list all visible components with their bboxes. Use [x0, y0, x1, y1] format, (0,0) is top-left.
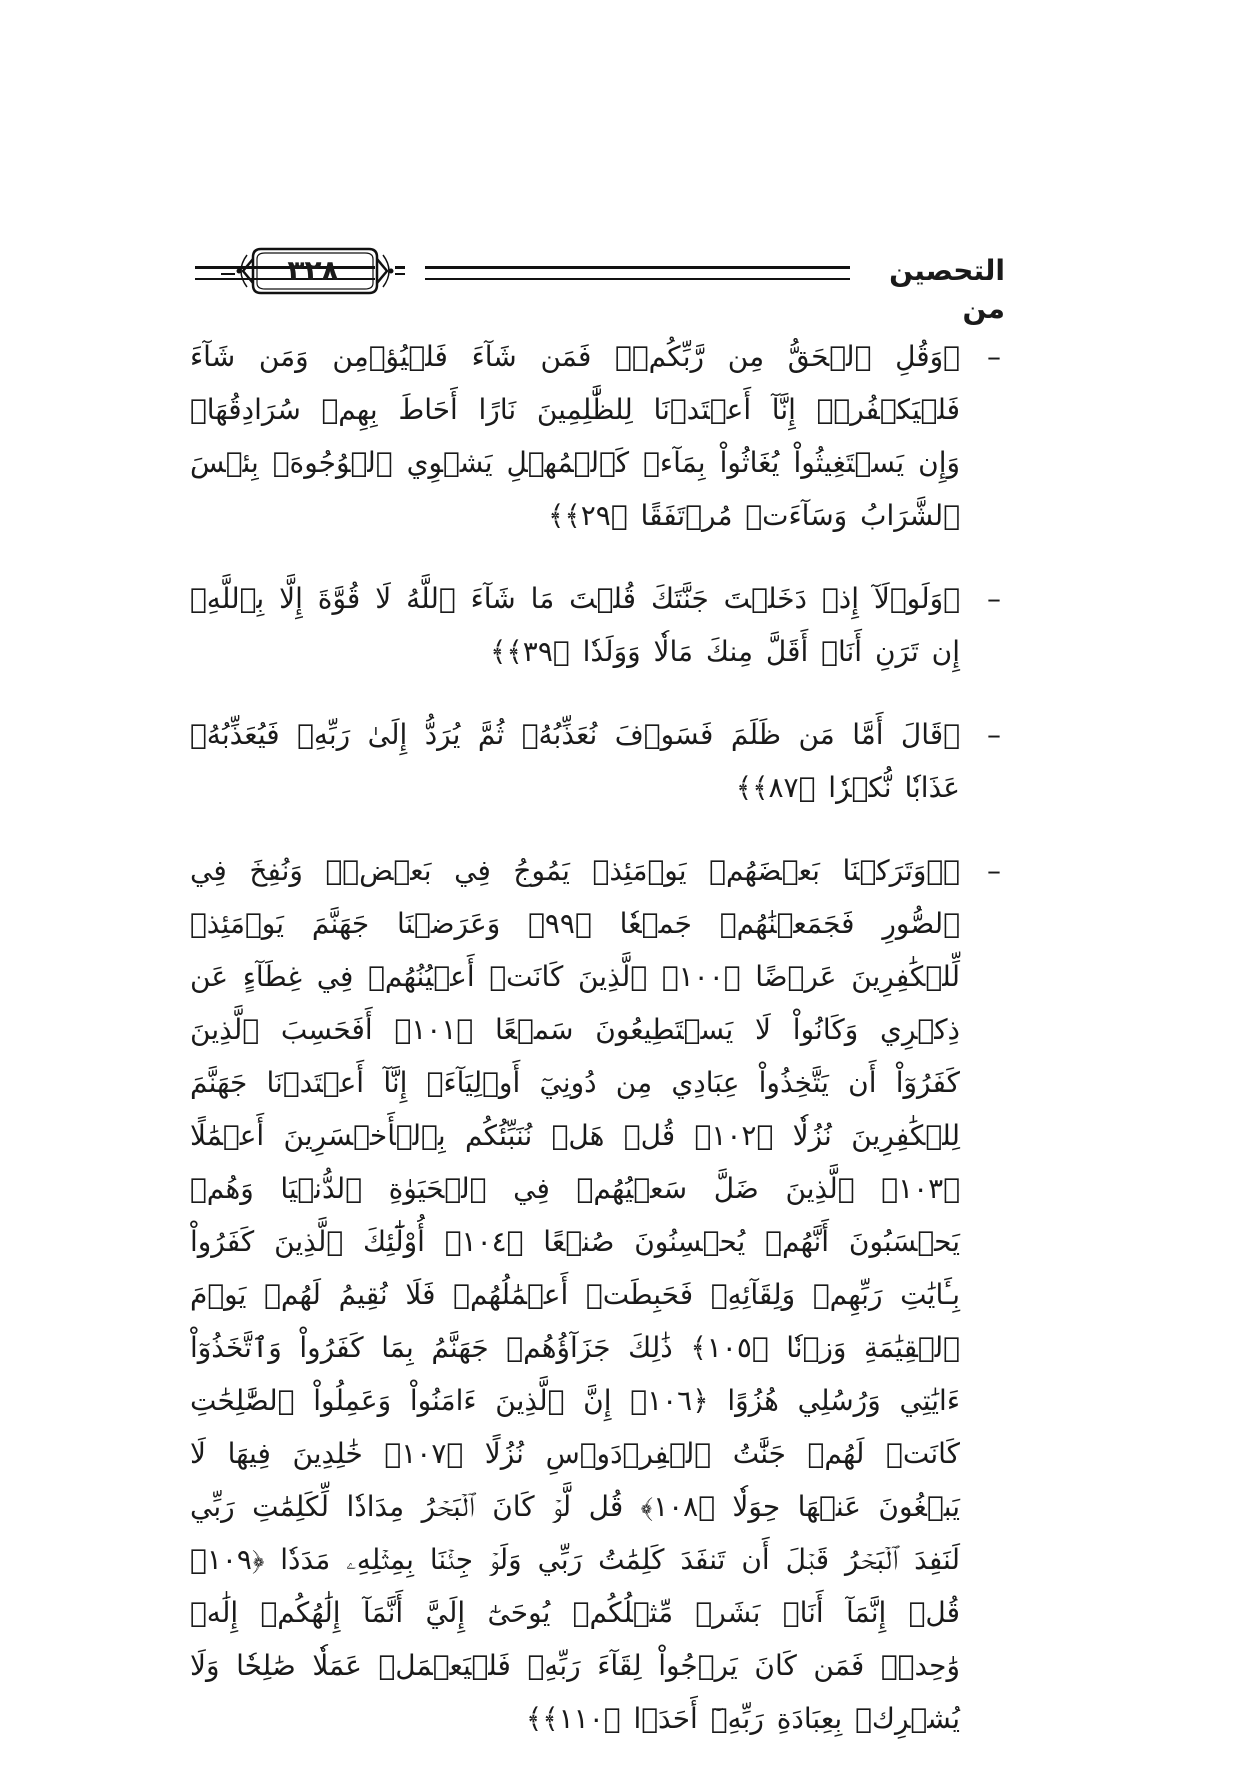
- verse-text: ﴿۞وَتَرَكۡنَا بَعۡضَهُمۡ يَوۡمَئِذٖ يَمُوجُ فِي بَعۡضٖۖ وَنُفِخَ فِي ٱلصُّورِ فَجَمَعۡنَٰهُمۡ جَمۡعٗا ﴿٩٩﴾ وَعَرَضۡنَا جَهَنَّمَ يَوۡمَئِذٖ لِّلۡكَٰفِرِينَ عَرۡضًا ﴿١٠٠﴾ ٱلَّذِينَ كَانَتۡ أَعۡيُنُهُمۡ فِي غِطَآءٍ عَن ذِكۡرِي وَكَانُواْ لَا يَسۡتَطِيعُونَ سَمۡعًا ﴿١٠١﴾ أَفَحَسِبَ ٱلَّذِينَ كَفَرُوٓاْ أَن يَتَّخِذُواْ عِبَادِي مِن دُونِيٓ أَوۡلِيَآءَۚ إِنَّآ أَعۡتَدۡنَا جَهَنَّمَ لِلۡكَٰفِرِينَ نُزُلٗا ﴿١٠٢﴾ قُلۡ هَلۡ نُنَبِّئُكُم بِٱلۡأَخۡسَرِينَ أَعۡمَٰلًا ﴿١٠٣﴾ ٱلَّذِينَ ضَلَّ سَعۡيُهُمۡ فِي ٱلۡحَيَوٰةِ ٱلدُّنۡيَا وَهُمۡ يَحۡسَبُونَ أَنَّهُمۡ يُحۡسِنُونَ صُنۡعًا ﴿١٠٤﴾ أُوْلَٰٓئِكَ ٱلَّذِينَ كَفَرُواْ بِـَٔايَٰتِ رَبِّهِمۡ وَلِقَآئِهِۦ فَحَبِطَتۡ أَعۡمَٰلُهُمۡ فَلَا نُقِيمُ لَهُمۡ يَوۡمَ ٱلۡقِيَٰمَةِ وَزۡنٗا ﴿١٠٥﴾ ذَٰلِكَ جَزَآؤُهُمۡ جَهَنَّمُ بِمَا كَفَرُواْ وَٱتَّخَذُوٓاْ ءَايَٰتِي وَرُسُلِي هُزُوًا ﴿١٠٦﴾ إِنَّ ٱلَّذِينَ ءَامَنُواْ وَعَمِلُواْ ٱلصَّٰلِحَٰتِ كَانَتۡ لَهُمۡ جَنَّٰتُ ٱلۡفِرۡدَوۡسِ نُزُلًا ﴿١٠٧﴾ خَٰلِدِينَ فِيهَا لَا يَبۡغُونَ عَنۡهَا حِوَلٗا ﴿١٠٨﴾ قُل لَّوۡ كَانَ ٱلۡبَحۡرُ مِدَادٗا لِّكَلِمَٰتِ رَبِّي لَنَفِدَ ٱلۡبَحۡرُ قَبۡلَ أَن تَنفَدَ كَلِمَٰتُ رَبِّي وَلَوۡ جِئۡنَا بِمِثۡلِهِۦ مَدَدٗا ﴿١٠٩﴾ قُلۡ إِنَّمَآ أَنَا۠ بَشَرٞ مِّثۡلُكُمۡ يُوحَىٰٓ إِلَيَّ أَنَّمَآ إِلَٰهُكُمۡ إِلَٰهٞ وَٰحِدٞۖ فَمَن كَانَ يَرۡجُواْ لِقَآءَ رَبِّهِۦ فَلۡيَعۡمَلۡ عَمَلٗا صَٰلِحٗا وَلَا يُشۡرِكۡ بِعِبَادَةِ رَبِّهِۦٓ أَحَدَۢا ﴿١١٠﴾﴾: [190, 854, 961, 1735]
- verse-text: ﴿قَالَ أَمَّا مَن ظَلَمَ فَسَوۡفَ نُعَذِّبُهُۥ ثُمَّ يُرَدُّ إِلَىٰ رَبِّهِۦ فَيُعَذِّبُهُۥ عَذَابٗا نُّكۡرٗا ﴿٨٧﴾﴾: [190, 718, 960, 804]
- list-dash: –: [987, 582, 1001, 615]
- running-title: التحصين من: [889, 254, 1005, 325]
- verse-entry: [190, 708, 1005, 814]
- page-number: ٣٢٨: [287, 254, 339, 287]
- verse-entry: [190, 844, 1005, 1745]
- page-number-badge: [221, 245, 405, 297]
- header-rule-long: [425, 266, 850, 280]
- list-dash: –: [987, 854, 1001, 887]
- verse-list: [190, 330, 1005, 1775]
- verse-entry: [190, 330, 1005, 542]
- verse-text: ﴿وَقُلِ ٱلۡحَقُّ مِن رَّبِّكُمۡۖ فَمَن شَآءَ فَلۡيُؤۡمِن وَمَن شَآءَ فَلۡيَكۡفُرۡۚ إِنَّآ أَعۡتَدۡنَا لِلظَّٰلِمِينَ نَارًا أَحَاطَ بِهِمۡ سُرَادِقُهَاۚ وَإِن يَسۡتَغِيثُواْ يُغَاثُواْ بِمَآءٖ كَٱلۡمُهۡلِ يَشۡوِي ٱلۡوُجُوهَۚ بِئۡسَ ٱلشَّرَابُ وَسَآءَتۡ مُرۡتَفَقًا ﴿٢٩﴾﴾: [190, 340, 960, 532]
- list-dash: –: [987, 718, 1001, 751]
- verse-entry: [190, 572, 1005, 678]
- list-dash: –: [987, 340, 1001, 373]
- page-header: [195, 245, 1005, 325]
- verse-text: ﴿وَلَوۡلَآ إِذۡ دَخَلۡتَ جَنَّتَكَ قُلۡتَ مَا شَآءَ ٱللَّهُ لَا قُوَّةَ إِلَّا بِٱللَّهِۚ إِن تَرَنِ أَنَا۠ أَقَلَّ مِنكَ مَالٗا وَوَلَدٗا ﴿٣٩﴾﴾: [190, 582, 960, 668]
